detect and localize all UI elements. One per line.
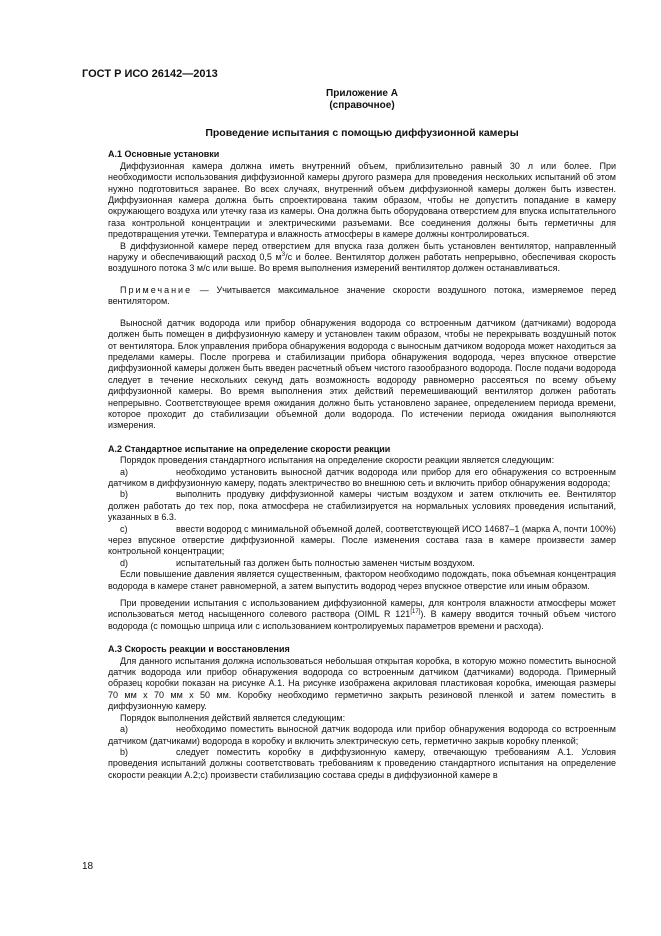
list-item: [108, 524, 616, 558]
note-text: — Учитывается максимальное значение скорости воздушного потока, измеряемое перед вентилятором.: [108, 284, 616, 307]
section-a1-paragraph-2: [108, 241, 616, 275]
text-run: /с и более. Вентилятор должен работать непрерывно, обеспечивая скорость воздушного потока 3 м/с или выше. Во время выполнения измерений вентилятор должен останавливаться.: [108, 252, 616, 274]
section-a1-heading: А.1 Основные установки: [108, 149, 220, 160]
section-a2-intro: Порядок проведения стандартного испытания на определение скорости реакции является следующим:: [120, 455, 555, 466]
text-run: В диффузионной камере перед отверстием для впуска газа должен быть установлен вентилятор, направленный наружу и обеспечивающий расход 0,5 м: [108, 240, 616, 263]
section-a3-intro: Порядок выполнения действий является следующим:: [120, 712, 346, 723]
document-body: [108, 88, 616, 781]
list-item: [108, 558, 616, 569]
list-item: [108, 747, 616, 781]
list-item-label: a): [120, 466, 129, 477]
list-item-text: необходимо установить выносной датчик водорода или прибор для его обнаружения со встроенным датчиком в диффузионную камеру, подать электричество во внешнюю сеть и включить прибор обнаружения водорода;: [108, 466, 616, 488]
list-item-text: испытательный газ должен быть полностью заменен чистым воздухом.: [176, 557, 475, 568]
list-item: [108, 489, 616, 523]
reference-superscript: [17]: [410, 609, 421, 616]
section-a1-paragraph-1: Диффузионная камера должна иметь внутренний объем, приблизительно равный 30 л или более. При необходимости использования диффузионной камеры другого размера для проведения нескольких испытаний об этом нужно подготовиться заранее. Во всех случаях, внутренний объем диффузионной камеры должен быть известен. Диффузионная камера должна быть спроектирована таким образом, чтобы не допустить попадание в камеру окружающего воздуха или утечку газа из камеры. Она должна быть оборудована отверстием для впуска испытательного газа контрольной концентрации и электрическими разъемами. Все соединения должны быть герметичны для предотвращения утечки. Температура и влажность атмосферы в камере должны контролироваться.: [108, 160, 616, 240]
section-a3-heading: А.3 Скорость реакции и восстановления: [108, 644, 290, 655]
main-title: Проведение испытания с помощью диффузионной камеры: [205, 127, 519, 139]
section-a2-pressure-paragraph: Если повышение давления является существенным, фактором необходимо подождать, пока объемная концентрация водорода в камере станет равномерной, а затем выпустить водород через впускное отверстие или иным образом.: [108, 569, 616, 591]
list-item-label: a): [120, 724, 129, 735]
list-item-text: необходимо поместить выносной датчик водорода или прибор обнаружения водорода со встроенным датчиком (датчиками) водорода в коробку и включить электрическую сеть, герметично закрыв коробку пленкой;: [108, 724, 616, 746]
annex-subtitle: (справочное): [329, 100, 395, 111]
note: [108, 285, 616, 308]
list-item-text: следует поместить коробку в диффузионную камеру, отвечающую требованиям А.1. Условия проведения испытаний должны соответствовать требованиям к проведению стандартного испытания на определение скорости реакции А.2;c) произвести стабилизацию состава среды в диффузионной камере в: [108, 746, 616, 780]
list-item-label: b): [120, 746, 129, 757]
text-run: ). В камеру вводится точный объем чистого водорода (с помощью шприца или с использованием контролируемых параметров времени и расхода).: [108, 609, 616, 631]
note-label: Примечание: [120, 284, 193, 295]
list-item-label: c): [120, 523, 128, 534]
annex-title: Приложение А: [326, 88, 398, 99]
page-number: 18: [82, 861, 94, 872]
section-a1-paragraph-3: Выносной датчик водорода или прибор обнаружения водорода со встроенным датчиком (датчиками) водорода должен быть помещен в диффузионную камеру и установлен таким образом, чтобы не перекрывать воздушный поток от вентилятора. Блок управления прибора обнаружения водорода с выносным датчиком водорода может находиться за пределами камеры. После прогрева и стабилизации прибора обнаружения водорода, через впускное отверстие диффузионной камеры должен быть введен расчетный объем чистого газообразного водорода. После подачи водорода следует в течение нескольких секунд дать возможность водороду равномерно рассеяться по всему объему диффузионной камеры. Во время выполнения этих действий перемешивающий вентилятор должен работать непрерывно. Соответствующее время ожидания должно быть установлено заранее, определением периода времени, которое проходит до стабилизации объемной доли водорода. По истечении периода ожидания выполняются измерения.: [108, 317, 616, 431]
section-a2-humidity-paragraph: [108, 598, 616, 632]
list-item-label: b): [120, 489, 129, 500]
list-item-text: ввести водород с минимальной объемной долей, соответствующей ИСО 14687–1 (марка A, почти 100%) через впускное отверстие диффузионной камеры. После изменения состава газа в камере произвести замер контрольной концентрации;: [108, 523, 616, 557]
list-item: [108, 724, 616, 747]
section-a2-heading: А.2 Стандартное испытание на определение скорости реакции: [108, 443, 391, 454]
text-run: При проведении испытания с использованием диффузионной камеры, для контроля влажности атмосферы может использоваться метод насыщенного солевого раствора (OIML R 121: [108, 598, 616, 620]
list-item: [108, 467, 616, 490]
superscript: 3: [281, 252, 286, 259]
list-item-label: d): [120, 557, 129, 568]
section-a3-paragraph-1: Для данного испытания должна использоваться небольшая открытая коробка, в которую можно поместить выносной датчик водорода или прибор обнаружения водорода со встроенным датчиком (датчиками) водорода. Примерный образец коробки показан на рисунке А.1. На рисунке изображена акриловая пластиковая коробка, имеющая размеры 70 мм х 70 мм х 50 мм. Коробку необходимо герметично закрыть резиновой пленкой и затем поместить в диффузионную камеру.: [108, 655, 616, 712]
standard-header: ГОСТ Р ИСО 26142—2013: [82, 68, 218, 80]
list-item-text: выполнить продувку диффузионной камеры чистым воздухом и затем отключить ее. Вентилятор должен работать до тех пор, пока атмосфера не стабилизируется на нормальных условиях проведения испытаний, указанных в 6.3.: [108, 489, 616, 523]
